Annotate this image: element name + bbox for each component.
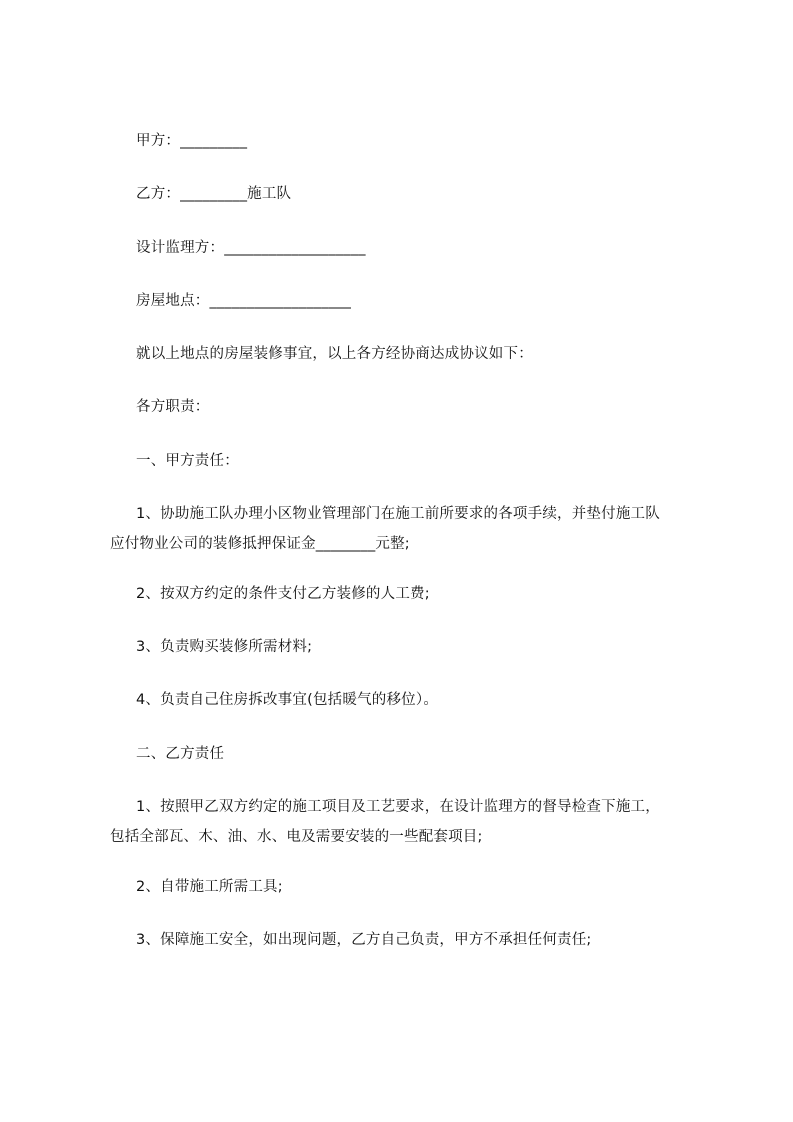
party-b-line: 乙方：_________施工队	[136, 186, 292, 202]
duties-heading: 各方职责：	[136, 399, 210, 415]
party-a-line: 甲方：_________	[136, 133, 248, 149]
section-a-heading: 一、甲方责任：	[136, 453, 239, 469]
section-a-item-1	[110, 499, 726, 559]
section-b-heading: 二、乙方责任	[136, 746, 225, 762]
section-a-item-3: 3、负责购买装修所需材料;	[136, 639, 313, 655]
section-a-item-4: 4、负责自己住房拆改事宜(包括暖气的移位）。	[136, 692, 439, 708]
section-b-item-1	[110, 792, 726, 852]
section-b-item-3: 3、保障施工安全，如出现问题，乙方自己负责，甲方不承担任何责任;	[136, 932, 592, 948]
section-b-item-2: 2、自带施工所需工具;	[136, 879, 283, 895]
section-b-item-1-line1: 1、按照甲乙双方约定的施工项目及工艺要求，在设计监理方的督导检查下施工，	[136, 799, 660, 815]
intro-paragraph: 就以上地点的房屋装修事宜，以上各方经协商达成协议如下：	[136, 346, 533, 362]
section-a-item-1-line2: 应付物业公司的装修抵押保证金________元整;	[110, 536, 410, 552]
supervisor-line: 设计监理方：___________________	[136, 240, 366, 256]
location-line: 房屋地点：___________________	[136, 293, 352, 309]
section-b-item-1-line2: 包括全部瓦、木、油、水、电及需要安装的一些配套项目;	[110, 829, 483, 845]
section-a-item-1-line1: 1、协助施工队办理小区物业管理部门在施工前所要求的各项手续，并垫付施工队	[136, 506, 660, 522]
section-a-item-2: 2、按双方约定的条件支付乙方装修的人工费;	[136, 586, 430, 602]
